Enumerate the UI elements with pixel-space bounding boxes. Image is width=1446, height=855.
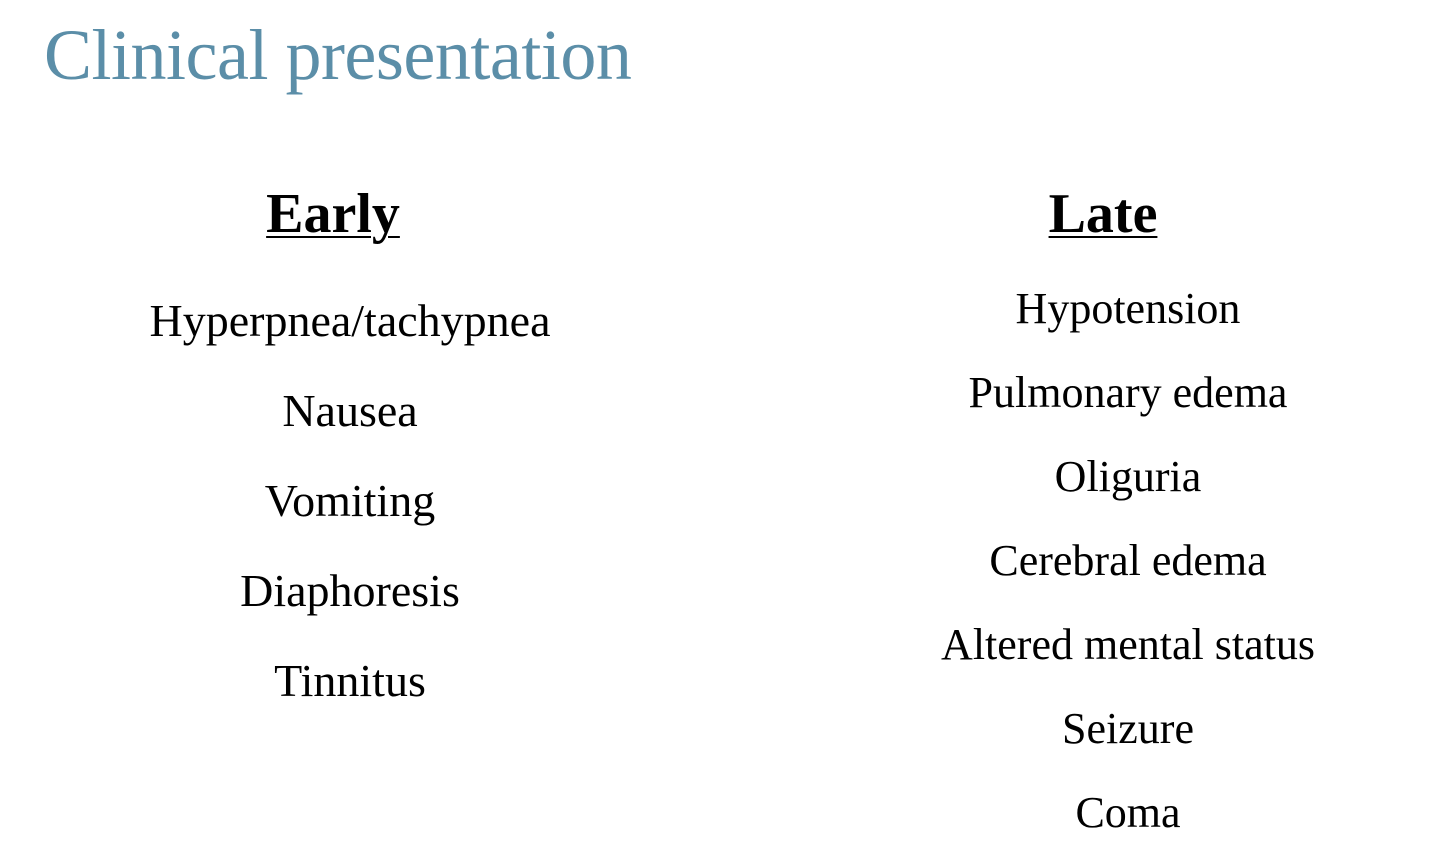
list-item: Vomiting <box>264 475 436 526</box>
late-symptom-list <box>880 267 1376 855</box>
list-item: Cerebral edema <box>989 536 1267 585</box>
early-symptom-list <box>100 276 600 726</box>
page-title: Clinical presentation <box>44 15 632 95</box>
late-column <box>880 180 1376 855</box>
early-column <box>100 180 600 726</box>
list-item: Hypotension <box>1015 284 1241 333</box>
list-item: Nausea <box>282 385 418 436</box>
list-item: Pulmonary edema <box>968 368 1288 417</box>
list-item: Seizure <box>1062 704 1194 753</box>
list-item: Coma <box>1075 788 1181 837</box>
list-item: Altered mental status <box>941 620 1315 669</box>
list-item: Diaphoresis <box>240 565 460 616</box>
late-heading: Late <box>1048 183 1158 245</box>
list-item: Tinnitus <box>274 655 426 706</box>
list-item: Oliguria <box>1054 452 1202 501</box>
early-heading: Early <box>266 183 400 245</box>
list-item: Hyperpnea/tachypnea <box>149 295 551 346</box>
